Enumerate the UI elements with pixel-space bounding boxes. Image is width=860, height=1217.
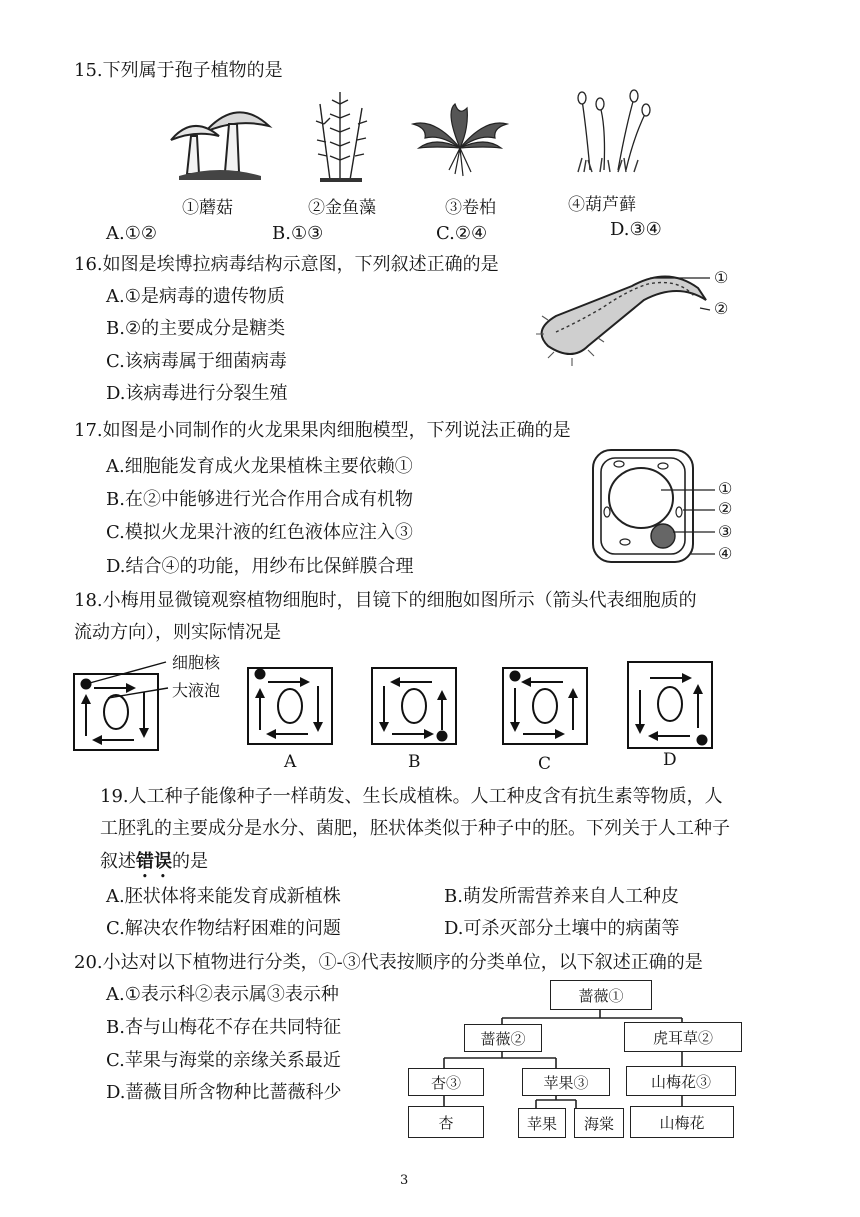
q17-label-4: ④ — [718, 544, 733, 563]
q15-caption-3: ③卷柏 — [445, 198, 496, 218]
q19-option-b[interactable]: B.萌发所需营养来自人工种皮 — [444, 886, 679, 907]
tree-leaf-apple: 苹果 — [518, 1108, 566, 1138]
q19-line2: 工胚乳的主要成分是水分、菌肥，胚状体类似于种子中的胚。下列关于人工种子 — [100, 818, 730, 839]
q17-label-2: ② — [718, 499, 733, 518]
page-number: 3 — [400, 1173, 409, 1188]
tree-node-rose-family: 蔷薇② — [464, 1024, 542, 1052]
q18-stem-line2: 流动方向），则实际情况是 — [74, 622, 281, 643]
tree-node-root: 蔷薇① — [550, 980, 652, 1010]
q20-option-d[interactable]: D.蔷薇目所含物种比蔷薇科少 — [106, 1082, 342, 1103]
q20-option-a[interactable]: A.①表示科②表示属③表示种 — [106, 984, 339, 1005]
q16-label-2: ② — [714, 299, 729, 318]
q17-option-a[interactable]: A.细胞能发育成火龙果植株主要依赖① — [106, 456, 413, 477]
q15-option-d[interactable]: D.③④ — [610, 219, 662, 240]
q20-option-c[interactable]: C.苹果与海棠的亲缘关系最近 — [106, 1050, 341, 1071]
ebola-virus-diagram — [528, 260, 738, 370]
q18-choice-b[interactable]: B — [408, 752, 421, 772]
moss-illustration — [560, 86, 660, 186]
q20-option-b[interactable]: B.杏与山梅花不存在共同特征 — [106, 1017, 341, 1038]
hornwort-illustration — [300, 84, 380, 184]
q16-option-b[interactable]: B.②的主要成分是糖类 — [106, 318, 286, 339]
tree-node-mock-orange-genus: 山梅花③ — [626, 1066, 736, 1096]
q19-option-c[interactable]: C.解决农作物结籽困难的问题 — [106, 918, 341, 939]
q20-stem: 20.小达对以下植物进行分类，①-③代表按顺序的分类单位，以下叙述正确的是 — [74, 952, 703, 973]
q15-option-c[interactable]: C.②④ — [436, 223, 488, 244]
q18-choice-c[interactable]: C — [538, 754, 552, 774]
q19-option-d[interactable]: D.可杀灭部分土壤中的病菌等 — [444, 918, 680, 939]
q15-option-a[interactable]: A.①② — [106, 223, 157, 244]
q16-option-a[interactable]: A.①是病毒的遗传物质 — [106, 286, 285, 307]
tree-leaf-mock-orange: 山梅花 — [630, 1106, 734, 1138]
q15-option-b[interactable]: B.①③ — [272, 223, 324, 244]
mushroom-illustration — [165, 92, 275, 187]
tree-node-apple-genus: 苹果③ — [522, 1068, 610, 1096]
q15-stem: 15.下列属于孢子植物的是 — [74, 60, 283, 81]
q17-stem: 17.如图是小同制作的火龙果果肉细胞模型，下列说法正确的是 — [74, 420, 571, 441]
q19-option-a[interactable]: A.胚状体将来能发育成新植株 — [106, 886, 341, 907]
q16-option-c[interactable]: C.该病毒属于细菌病毒 — [106, 351, 287, 372]
q17-option-b[interactable]: B.在②中能够进行光合作用合成有机物 — [106, 489, 413, 510]
q16-option-d[interactable]: D.该病毒进行分裂生殖 — [106, 383, 288, 404]
q16-label-1: ① — [714, 268, 729, 287]
q17-option-d[interactable]: D.结合④的功能，用纱布比保鲜膜合理 — [106, 556, 414, 577]
q19-line1: 19.人工种子能像种子一样萌发、生长成植株。人工种皮含有抗生素等物质，人 — [100, 786, 723, 807]
q17-option-c[interactable]: C.模拟火龙果汁液的红色液体应注入③ — [106, 522, 413, 543]
q15-caption-4: ④葫芦藓 — [568, 195, 636, 215]
tree-leaf-crabapple: 海棠 — [574, 1108, 624, 1138]
q18-cell-figures — [0, 648, 860, 778]
q17-label-1: ① — [718, 479, 733, 498]
q16-stem: 16.如图是埃博拉病毒结构示意图，下列叙述正确的是 — [74, 254, 499, 275]
q18-label-nucleus: 细胞核 — [172, 653, 221, 672]
pitaya-cell-model-diagram — [585, 444, 740, 574]
tree-leaf-apricot: 杏 — [408, 1106, 484, 1138]
q15-caption-2: ②金鱼藻 — [308, 198, 376, 218]
q15-caption-1: ①蘑菇 — [182, 198, 233, 218]
q18-choice-d[interactable]: D — [663, 750, 677, 770]
q18-choice-a[interactable]: A — [284, 752, 297, 772]
spikemoss-illustration — [405, 98, 515, 180]
tree-node-apricot-genus: 杏③ — [408, 1068, 484, 1096]
tree-node-saxifrage-family: 虎耳草② — [624, 1022, 742, 1052]
q18-stem-line1: 18.小梅用显微镜观察植物细胞时，目镜下的细胞如图所示（箭头代表细胞质的 — [74, 590, 697, 611]
q19-emphasis-wrong: 错误 — [136, 851, 172, 872]
q18-label-vacuole: 大液泡 — [172, 681, 221, 700]
q17-label-3: ③ — [718, 522, 733, 541]
q19-line3: 叙述错误的是 — [100, 851, 208, 872]
